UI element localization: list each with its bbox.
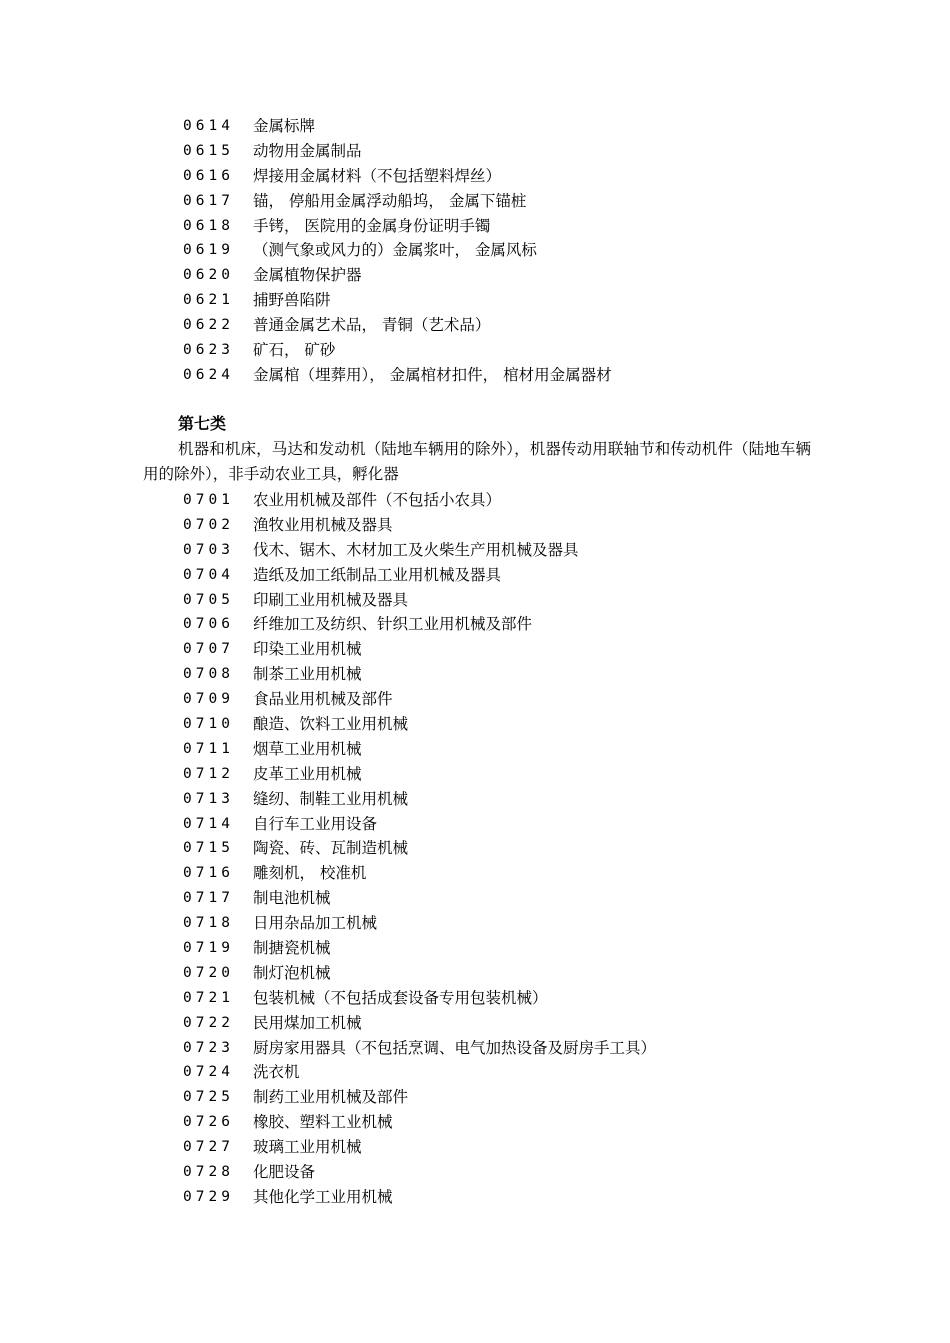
- item-code: 0701: [183, 492, 234, 508]
- item-name: 制药工业用机械及部件: [253, 1088, 409, 1107]
- item-name: 制茶工业用机械: [253, 665, 362, 684]
- list-item: [183, 687, 656, 712]
- item-code: 0708: [183, 666, 234, 683]
- class07-description: 机器和机床，马达和发动机（陆地车辆用的除外），机器传动用联轴节和传动机件（陆地车辆用的除外），非手动农业工具，孵化器: [143, 440, 811, 483]
- item-code: 0623: [183, 342, 234, 359]
- list-item: [183, 1135, 656, 1160]
- item-name: 矿石， 矿砂: [253, 341, 336, 360]
- item-name: 制电池机械: [253, 889, 331, 908]
- item-name: 包装机械（不包括成套设备专用包装机械）: [253, 988, 548, 1007]
- item-code: 0711: [183, 740, 234, 757]
- class07-item-list: [183, 488, 656, 1210]
- item-name: 伐木、锯木、木材加工及火柴生产用机械及器具: [253, 540, 579, 559]
- item-code: 0624: [183, 366, 234, 383]
- item-code: 0727: [183, 1139, 234, 1156]
- list-item: [183, 936, 656, 961]
- item-code: 0726: [183, 1114, 234, 1131]
- list-item: [183, 1110, 656, 1135]
- list-item: [183, 238, 612, 263]
- item-name: （测气象或风力的）金属浆叶， 金属风标: [253, 241, 537, 260]
- list-item: [183, 114, 612, 139]
- item-code: 0718: [183, 915, 234, 932]
- item-code: 0615: [183, 142, 234, 159]
- item-name: 日用杂品加工机械: [253, 914, 378, 933]
- item-code: 0620: [183, 267, 234, 284]
- item-code: 0705: [183, 591, 234, 608]
- item-code: 0713: [183, 790, 234, 807]
- list-item: [183, 1011, 656, 1036]
- list-item: [183, 787, 656, 812]
- item-code: 0704: [183, 566, 234, 583]
- item-code: 0729: [183, 1188, 234, 1205]
- list-item: [183, 637, 656, 662]
- list-item: [183, 488, 656, 513]
- item-code: 0714: [183, 815, 234, 832]
- list-item: [183, 563, 656, 588]
- item-name: 皮革工业用机械: [253, 764, 362, 783]
- list-item: [183, 513, 656, 538]
- list-item: [183, 712, 656, 737]
- item-name: 农业用机械及部件（不包括小农具）: [253, 491, 502, 509]
- list-item: [183, 189, 612, 214]
- item-name: 陶瓷、砖、瓦制造机械: [253, 839, 409, 858]
- item-code: 0725: [183, 1089, 234, 1106]
- list-item: [183, 214, 612, 239]
- item-name: 渔牧业用机械及器具: [253, 515, 393, 534]
- list-item: [183, 886, 656, 911]
- item-name: 缝纫、制鞋工业用机械: [253, 789, 409, 808]
- list-item: [183, 338, 612, 363]
- list-item: [183, 986, 656, 1011]
- item-name: 民用煤加工机械: [253, 1013, 362, 1032]
- list-item: [183, 812, 656, 837]
- list-item: [183, 1160, 656, 1185]
- item-code: 0719: [183, 940, 234, 957]
- list-item: [183, 1036, 656, 1061]
- list-item: [183, 861, 656, 886]
- class06-item-list: [183, 114, 612, 388]
- list-item: [183, 911, 656, 936]
- list-item: [183, 538, 656, 563]
- item-code: 0703: [183, 541, 234, 558]
- item-code: 0616: [183, 167, 234, 184]
- item-code: 0720: [183, 964, 234, 981]
- item-name: 制灯泡机械: [253, 963, 331, 982]
- list-item: [183, 1185, 656, 1210]
- item-name: 捕野兽陷阱: [253, 291, 331, 310]
- list-item: [183, 363, 612, 388]
- item-code: 0621: [183, 292, 234, 309]
- item-name: 雕刻机， 校准机: [253, 864, 367, 883]
- item-code: 0709: [183, 691, 234, 708]
- list-item: [183, 288, 612, 313]
- item-code: 0728: [183, 1164, 234, 1181]
- item-name: 洗衣机: [253, 1063, 300, 1082]
- item-code: 0618: [183, 217, 234, 234]
- item-name: 纤维加工及纺织、针织工业用机械及部件: [253, 615, 533, 634]
- item-name: 酿造、饮料工业用机械: [253, 715, 409, 734]
- item-code: 0710: [183, 716, 234, 733]
- item-name: 印染工业用机械: [253, 640, 362, 659]
- item-code: 0619: [183, 242, 234, 259]
- list-item: [183, 737, 656, 762]
- item-name: 焊接用金属材料（不包括塑料焊丝）: [253, 166, 502, 185]
- list-item: [183, 263, 612, 288]
- item-code: 0721: [183, 989, 234, 1006]
- item-code: 0712: [183, 765, 234, 782]
- item-code: 0722: [183, 1014, 234, 1031]
- item-code: 0717: [183, 890, 234, 907]
- item-name: 金属标牌: [253, 117, 316, 135]
- item-name: 造纸及加工纸制品工业用机械及器具: [253, 565, 502, 584]
- list-item: [183, 1060, 656, 1085]
- item-name: 自行车工业用设备: [253, 814, 378, 833]
- item-code: 0723: [183, 1039, 234, 1056]
- item-name: 普通金属艺术品， 青铜（艺术品）: [253, 316, 491, 335]
- item-name: 印刷工业用机械及器具: [253, 590, 409, 609]
- item-name: 制搪瓷机械: [253, 939, 331, 958]
- item-code: 0724: [183, 1064, 234, 1081]
- list-item: [183, 313, 612, 338]
- list-item: [183, 961, 656, 986]
- item-name: 动物用金属制品: [253, 141, 362, 160]
- item-code: 0617: [183, 192, 234, 209]
- item-code: 0715: [183, 840, 234, 857]
- item-name: 食品业用机械及部件: [253, 690, 393, 709]
- item-code: 0707: [183, 641, 234, 658]
- list-item: [183, 762, 656, 787]
- item-code: 0622: [183, 317, 234, 334]
- item-name: 化肥设备: [253, 1163, 316, 1182]
- item-name: 其他化学工业用机械: [253, 1187, 393, 1206]
- item-code: 0716: [183, 865, 234, 882]
- item-name: 金属植物保护器: [253, 266, 362, 285]
- item-name: 金属棺（埋葬用）， 金属棺材扣件， 棺材用金属器材: [253, 365, 612, 384]
- list-item: [183, 164, 612, 189]
- class07-title: 第七类: [178, 414, 227, 433]
- item-name: 手铐， 医院用的金属身份证明手镯: [253, 216, 491, 235]
- item-name: 锚， 停船用金属浮动船坞， 金属下锚桩: [253, 191, 527, 210]
- list-item: [183, 612, 656, 637]
- list-item: [183, 139, 612, 164]
- item-name: 烟草工业用机械: [253, 739, 362, 758]
- item-code: 0706: [183, 616, 234, 633]
- list-item: [183, 836, 656, 861]
- list-item: [183, 588, 656, 613]
- list-item: [183, 662, 656, 687]
- item-code: 0614: [183, 118, 234, 134]
- item-name: 玻璃工业用机械: [253, 1138, 362, 1157]
- item-name: 橡胶、塑料工业机械: [253, 1113, 393, 1132]
- item-code: 0702: [183, 516, 234, 533]
- item-name: 厨房家用器具（不包括烹调、电气加热设备及厨房手工具）: [253, 1038, 657, 1057]
- list-item: [183, 1085, 656, 1110]
